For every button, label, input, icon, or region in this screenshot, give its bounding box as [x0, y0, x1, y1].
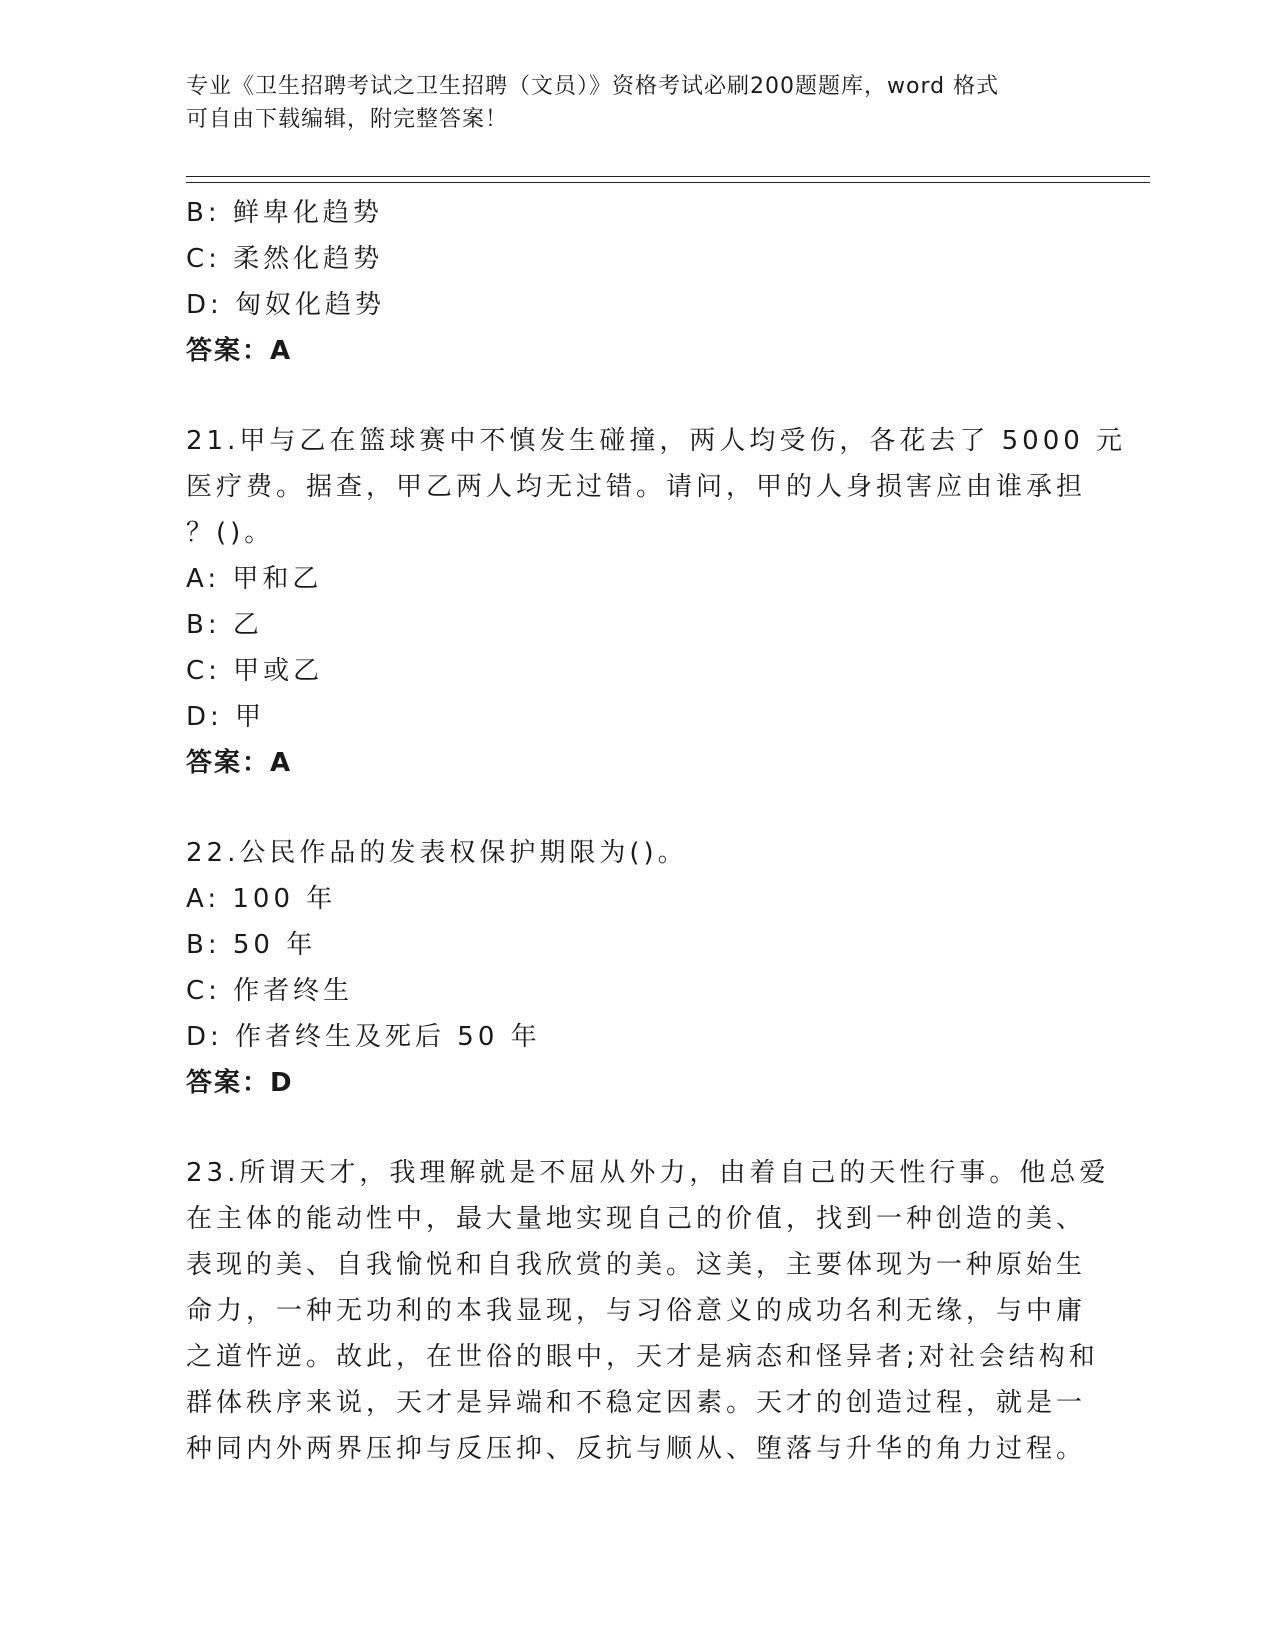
question-text-line: 22.公民作品的发表权保护期限为()。 — [186, 838, 688, 868]
option-c: C: 柔然化趋势 — [186, 244, 384, 274]
header-divider-bottom — [186, 182, 1150, 183]
option-a: A: 甲和乙 — [186, 564, 323, 594]
document-header — [186, 70, 1066, 136]
option-b: B: 50 年 — [186, 930, 317, 960]
question-23 — [186, 1150, 1110, 1472]
spacer — [186, 786, 1076, 830]
question-text-line: 命力，一种无功利的本我显现，与习俗意义的成功名利无缘，与中庸 — [186, 1296, 1087, 1326]
question-text-line: 种同内外两界压抑与反压抑、反抗与顺从、堕落与升华的角力过程。 — [186, 1434, 1087, 1464]
option-d: D: 匈奴化趋势 — [186, 290, 386, 320]
option-d: D: 作者终生及死后 50 年 — [186, 1022, 541, 1052]
question-text-line: 群体秩序来说，天才是异端和不稳定因素。天才的创造过程，就是一 — [186, 1388, 1087, 1418]
option-d: D: 甲 — [186, 702, 266, 732]
question-text-line: ？()。 — [186, 518, 275, 548]
question-text-line: 21.甲与乙在篮球赛中不慎发生碰撞，两人均受伤，各花去了 5000 元 — [186, 426, 1127, 456]
option-c: C: 作者终生 — [186, 976, 354, 1006]
spacer — [186, 374, 1076, 418]
question-text-line: 23.所谓天才，我理解就是不屈从外力，由着自己的天性行事。他总爱 — [186, 1158, 1110, 1188]
answer: 答案：A — [186, 336, 293, 366]
question-text-line: 之道忤逆。故此，在世俗的眼中，天才是病态和怪异者;对社会结构和 — [186, 1342, 1099, 1372]
option-c: C: 甲或乙 — [186, 656, 324, 686]
question-text-line: 在主体的能动性中，最大量地实现自己的价值，找到一种创造的美、 — [186, 1204, 1087, 1234]
answer: 答案：A — [186, 748, 293, 778]
spacer — [186, 1106, 1076, 1150]
question-21 — [186, 418, 1127, 786]
document-body — [186, 190, 1127, 1472]
option-a: A: 100 年 — [186, 884, 337, 914]
header-divider-top — [186, 176, 1150, 177]
question-22 — [186, 830, 1076, 1106]
question-20 — [186, 190, 1076, 374]
option-b: B: 鲜卑化趋势 — [186, 198, 383, 228]
question-text-line: 医疗费。据查，甲乙两人均无过错。请问，甲的人身损害应由谁承担 — [186, 472, 1087, 502]
header-line-1: 专业《卫生招聘考试之卫生招聘（文员）》资格考试必刷200题题库，word 格式 — [186, 74, 1000, 99]
question-text-line: 表现的美、自我愉悦和自我欣赏的美。这美，主要体现为一种原始生 — [186, 1250, 1087, 1280]
answer: 答案：D — [186, 1068, 294, 1098]
header-line-2: 可自由下载编辑，附完整答案！ — [186, 107, 509, 132]
option-b: B: 乙 — [186, 610, 263, 640]
